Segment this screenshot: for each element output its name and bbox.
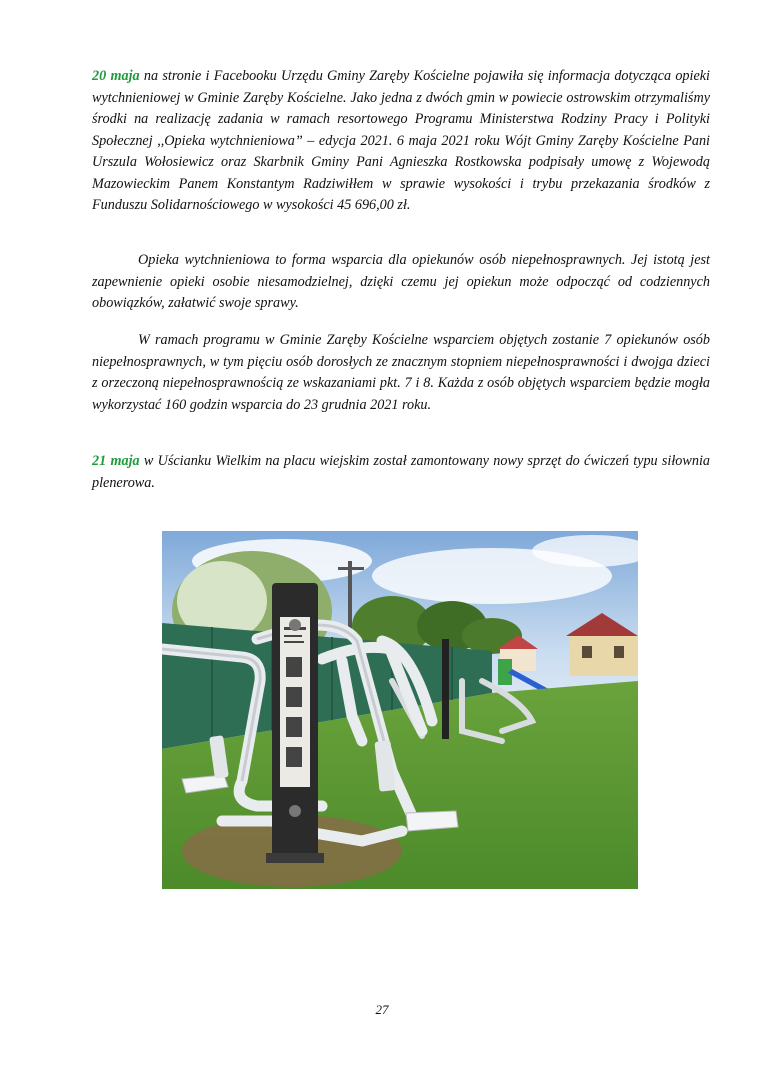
paragraph-outdoor-gym (92, 451, 710, 494)
date-label: 20 maja (92, 68, 140, 84)
date-label: 21 maja (92, 453, 140, 469)
paragraph-text: W ramach programu w Gminie Zaręby Kościelne wsparciem objętych zostanie 7 opiekunów osób niepełnosprawnych, w tym pięciu osób dorosłych ze znacznym stopniem niepełnosprawności i dwojga dzieci z orzeczoną niepełnosprawnością ze wskazaniami pkt. 7 i 8. Każda z osób objętych wsparciem będzie mogła wykorzystać 160 godzin wsparcia do 23 grudnia 2021 roku. (92, 332, 710, 413)
outdoor-gym-photo (162, 531, 638, 889)
paragraph-text: w Uścianku Wielkim na placu wiejskim został zamontowany nowy sprzęt do ćwiczeń typu siłownia plenerowa. (92, 453, 710, 491)
paragraph-opieka-announcement (92, 66, 710, 217)
paragraph-text: na stronie i Facebooku Urzędu Gminy Zaręby Kościelne pojawiła się informacja dotycząca opieki wytchnieniowej w Gminie Zaręby Kościelne. Jako jedna z dwóch gmin w powiecie ostrowskim otrzymaliśmy środki na realizację zadania w ramach resortowego Programu Ministerstwa Rodziny Pracy i Polityki Społecznej ,,Opieka wytchnieniowa” – edycja 2021. 6 maja 2021 roku Wójt Gminy Zaręby Kościelne Pani Urszula Wołosiewicz oraz Skarbnik Gminy Pani Agnieszka Rostkowska podpisały umowę z Wojewodą Mazowieckim Panem Konstantym Radziwiłłem w sprawie wysokości i trybu przekazania środków z Funduszu Solidarnościowego w wysokości 45 696,00 zł. (92, 68, 710, 213)
page-number: 27 (375, 1002, 389, 1017)
paragraph-text: Opieka wytchnieniowa to forma wsparcia dla opiekunów osób niepełnosprawnych. Jej istotą jest zapewnienie opieki osobie niesamodzielnej, dzięki czemu jej opiekun może odpocząć od codziennych obowiązków, załatwić swoje sprawy. (92, 252, 710, 311)
paragraph-opieka-definition (92, 250, 710, 315)
paragraph-program-details (92, 330, 710, 416)
